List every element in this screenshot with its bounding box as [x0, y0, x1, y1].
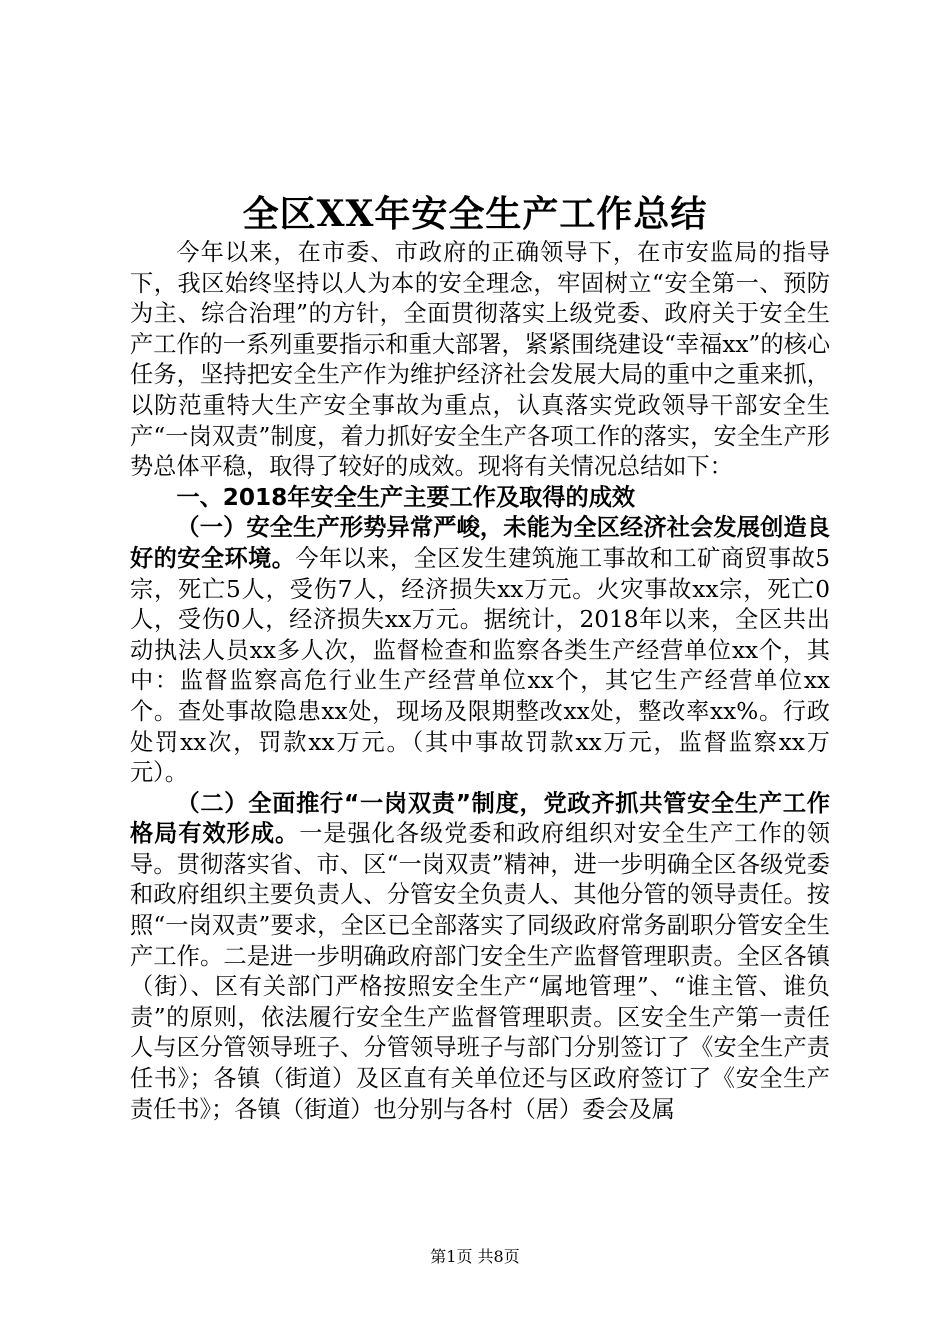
- item2-lead: （二）全面推行“一岗双责”制度，党政齐抓共管安全生产工作格局有效形成。: [130, 789, 830, 848]
- item2-paragraph: [130, 789, 830, 1126]
- page-number: 第1页 共8页: [430, 1247, 520, 1266]
- document-body: [130, 238, 830, 1125]
- section-heading: 一、2018年安全生产主要工作及取得的成效: [176, 483, 636, 511]
- item1-paragraph: [130, 513, 830, 788]
- item1-lead: （一）安全生产形势异常严峻，未能为全区经济社会发展创造良好的安全环境。: [130, 514, 830, 572]
- item1-body: 今年以来，全区发生建筑施工事故和工矿商贸事故5宗，死亡5人，受伤7人，经济损失xx万元。火灾事故xx宗，死亡0人，受伤0人，经济损失xx万元。据统计，2018年以来，全区共出动执法人员xx多人次，监督检查和监察各类生产经营单位xx个，其中：监督监察高危行业生产经营单位xx个，其它生产经营单位xx个。查处事故隐患xx处，现场及限期整改xx处，整改率xx%。行政处罚xx次，罚款xx万元。（其中事故罚款xx万元，监督监察xx万元）。: [130, 544, 830, 787]
- document-title: 全区XX年安全生产工作总结: [242, 193, 708, 235]
- intro-paragraph: 今年以来，在市委、市政府的正确领导下，在市安监局的指导下，我区始终坚持以人为本的安全理念，牢固树立“安全第一、预防为主、综合治理”的方针，全面贯彻落实上级党委、政府关于安全生产工作的一系列重要指示和重大部署，紧紧围绕建设“幸福xx”的核心任务，坚持把安全生产作为维护经济社会发展大局的重中之重来抓，以防范重特大生产安全事故为重点，认真落实党政领导干部安全生产“一岗双责”制度，着力抓好安全生产各项工作的落实，安全生产形势总体平稳，取得了较好的成效。现将有关情况总结如下：: [130, 239, 830, 481]
- item2-body: 一是强化各级党委和政府组织对安全生产工作的领导。贯彻落实省、市、区“一岗双责”精神，进一步明确全区各级党委和政府组织主要负责人、分管安全负责人、其他分管的领导责任。按照“一岗双责”要求，全区已全部落实了同级政府常务副职分管安全生产工作。二是进一步明确政府部门安全生产监督管理职责。全区各镇（街）、区有关部门严格按照安全生产“属地管理”、“谁主管、谁负责”的原则，依法履行安全生产监督管理职责。区安全生产第一责任人与区分管领导班子、分管领导班子与部门分别签订了《安全生产责任书》；各镇（街道）及区直有关单位还与区政府签订了《安全生产责任书》；各镇（街道）也分别与各村（居）委会及属: [130, 820, 830, 1123]
